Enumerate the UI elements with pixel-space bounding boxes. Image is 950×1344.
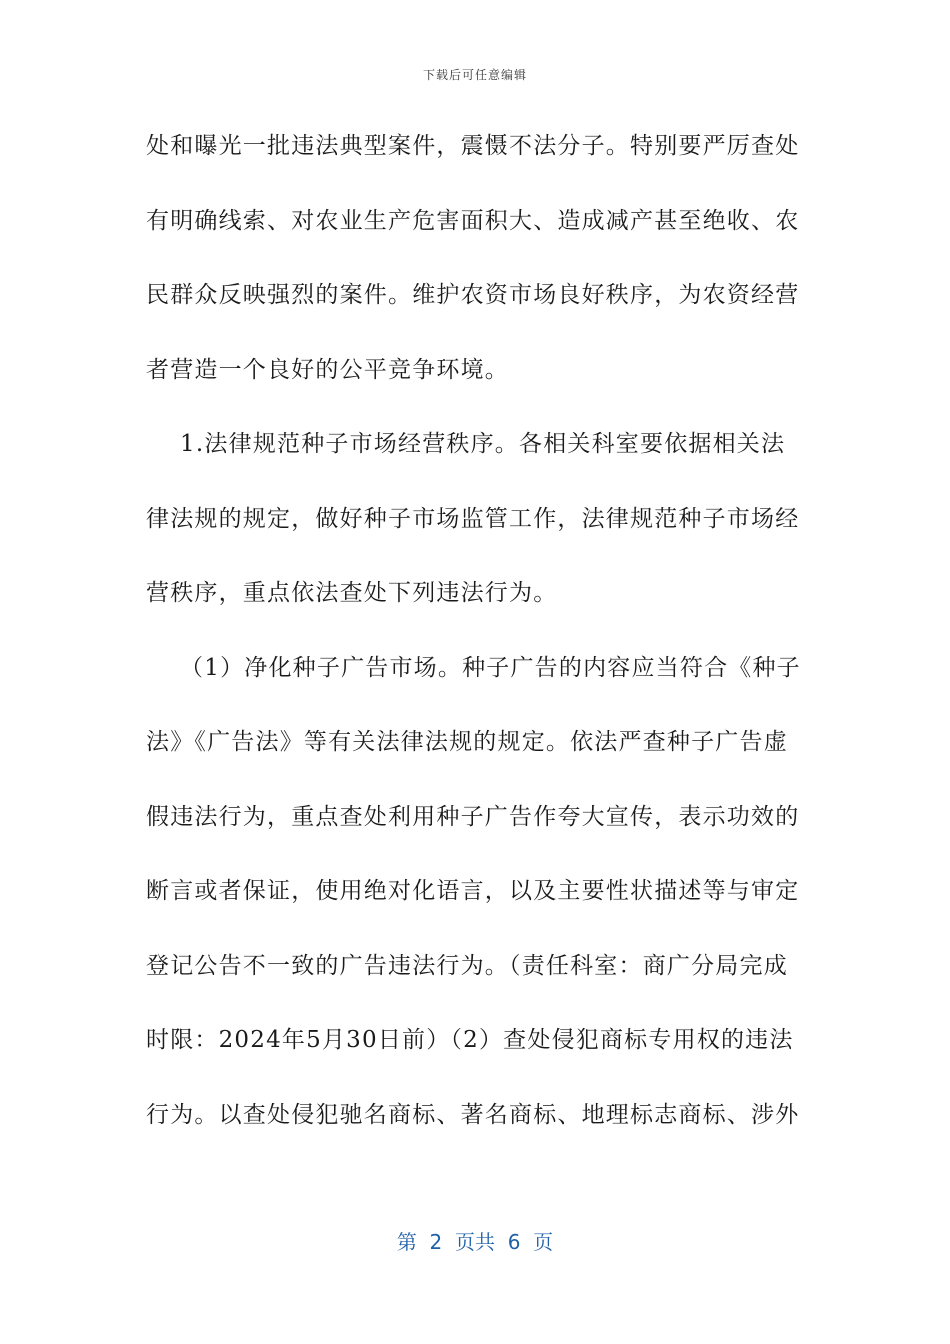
text-line-12: 登记公告不一致的广告违法行为。（责任科室：商广分局完成 [146,952,788,979]
page-number-footer: 第 2 页共 6 页 [396,1230,554,1254]
text-line-8: （1）净化种子广告市场。种子广告的内容应当符合《种子 [146,654,801,681]
text-line-11: 断言或者保证，使用绝对化语言，以及主要性状描述等与审定 [146,878,800,904]
text-line-1: 处和曝光一批违法典型案件，震慑不法分子。特别要严厉查处 [146,133,800,159]
header-note: 下载后可任意编辑 [422,68,527,82]
text-line-10: 假违法行为，重点查处利用种子广告作夸大宣传，表示功效的 [146,803,800,830]
text-line-2: 有明确线索、对农业生产危害面积大、造成减产甚至绝收、农 [146,207,800,234]
text-line-4: 者营造一个良好的公平竞争环境。 [146,356,509,383]
text-line-5: 1.法律规范种子市场经营秩序。各相关科室要依据相关法 [146,431,786,457]
text-line-14: 行为。以查处侵犯驰名商标、著名商标、地理标志商标、涉外 [146,1101,800,1128]
text-line-13: 时限：2024年5月30日前）（2）查处侵犯商标专用权的违法 [146,1027,794,1053]
text-line-3: 民群众反映强烈的案件。维护农资市场良好秩序，为农资经营 [146,282,800,308]
document-body [146,128,806,1171]
text-line-9: 法》《广告法》等有关法律法规的规定。依法严查种子广告虚 [146,729,788,755]
text-line-7: 营秩序，重点依法查处下列违法行为。 [146,580,558,606]
text-line-6: 律法规的规定，做好种子市场监管工作，法律规范种子市场经 [146,505,800,532]
